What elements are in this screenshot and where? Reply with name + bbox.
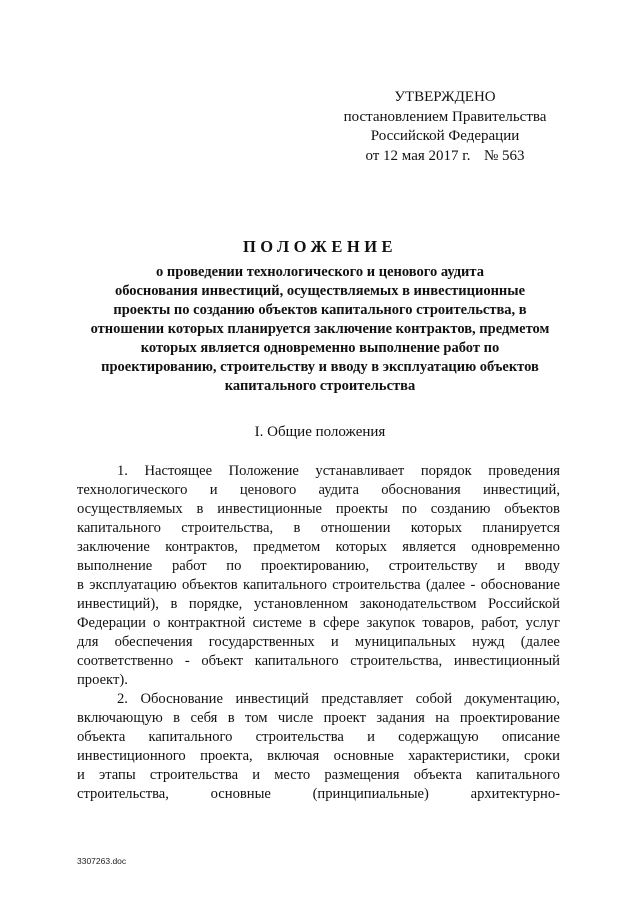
- body-word: основные: [210, 786, 271, 802]
- body-word: проектирование: [459, 710, 560, 726]
- body-word: том: [245, 710, 268, 726]
- body-word: характеристики,: [408, 748, 510, 764]
- body-word: в: [196, 501, 204, 517]
- file-name-footer: 3307263.doc: [77, 856, 127, 866]
- body-line: [77, 652, 560, 671]
- body-word: устанавливает: [315, 463, 405, 479]
- body-word: представляет: [321, 691, 404, 707]
- body-line: [77, 785, 560, 804]
- body-word: и: [77, 767, 85, 783]
- body-word: и: [330, 634, 339, 650]
- body-word: этапы: [98, 767, 136, 783]
- body-word: по: [401, 501, 417, 517]
- body-word: заключение: [77, 539, 150, 555]
- body-word: Федерации: [77, 615, 146, 631]
- body-word: на: [435, 710, 450, 726]
- body-word: включающую: [77, 710, 163, 726]
- body-word: строительства: [149, 767, 239, 783]
- body-line: [77, 671, 560, 690]
- body-word: проведения: [488, 463, 560, 479]
- body-word: размещения: [324, 767, 400, 783]
- body-word: предметом: [253, 539, 321, 555]
- body-word: строительства,: [77, 786, 169, 802]
- body-word: инвестиций: [235, 691, 309, 707]
- body-word: системе: [252, 615, 302, 631]
- body-word: в: [309, 615, 316, 631]
- body-word: муниципальных: [354, 634, 456, 650]
- body-word: капитального: [476, 767, 560, 783]
- body-word: проектированию,: [261, 558, 370, 574]
- body-word: обоснование: [480, 577, 560, 593]
- body-word: созданию: [430, 501, 491, 517]
- body-word: инвестиционного: [77, 748, 186, 764]
- body-word: проекты: [335, 501, 388, 517]
- body-word: порядке,: [188, 596, 243, 612]
- section-heading: I. Общие положения: [254, 424, 386, 440]
- body-word: место: [274, 767, 311, 783]
- body-word: для: [77, 634, 99, 650]
- approval-block: [330, 88, 560, 166]
- approval-line-2: Российской Федерации: [370, 128, 520, 144]
- body-word: объекта: [77, 729, 126, 745]
- subtitle-line: о проведении технологического и ценового аудита: [156, 264, 484, 280]
- body-word: нужд: [472, 634, 505, 650]
- body-word: строительства,: [181, 520, 274, 536]
- body-word: (далее: [520, 634, 560, 650]
- body-line: [77, 462, 560, 481]
- approval-date-line: [330, 147, 560, 167]
- body-word: сфере: [323, 615, 360, 631]
- body-word: сроки: [524, 748, 560, 764]
- body-word: строительства: [332, 577, 421, 593]
- approval-number-sign: №: [483, 147, 499, 164]
- body-line: [77, 519, 560, 538]
- body-word: вводу: [524, 558, 560, 574]
- body-word: является: [402, 539, 456, 555]
- body-word: -: [470, 577, 476, 593]
- approval-date: от 12 мая 2017 г.: [365, 147, 471, 164]
- body-word: основные: [333, 748, 394, 764]
- body-word: (принципиальные): [312, 786, 429, 802]
- body-word: планируется: [482, 520, 560, 536]
- body-word: -: [184, 653, 190, 669]
- subtitle-line: которых является одновременно выполнение работ по: [140, 340, 500, 356]
- approval-number: 563: [502, 147, 525, 164]
- body-line: [77, 481, 560, 500]
- body-line: [77, 614, 560, 633]
- body-word: себя: [190, 710, 218, 726]
- body-word: обеспечения: [114, 634, 193, 650]
- body-word: строительства,: [350, 653, 443, 669]
- body-word: отношении: [320, 520, 391, 536]
- subtitle-line: отношении которых планируется заключение контрактов, предметом: [90, 321, 550, 337]
- body-word: порядок: [420, 463, 472, 479]
- body-word: эксплуатацию: [89, 577, 177, 593]
- subtitle-line: капитального строительства: [224, 378, 416, 394]
- body-word: которых: [335, 539, 387, 555]
- body-word: установленном: [253, 596, 349, 612]
- body-word: (далее: [425, 577, 466, 593]
- body-word: Обоснование: [140, 691, 223, 707]
- document-subtitle: [70, 263, 570, 396]
- body-line: [77, 690, 560, 709]
- body-word: строительству: [388, 558, 478, 574]
- body-word: по: [226, 558, 242, 574]
- body-word: проекта,: [200, 748, 253, 764]
- body-word: соответственно: [77, 653, 174, 669]
- body-word: числе: [277, 710, 314, 726]
- body-word: инвестиций,: [482, 482, 560, 498]
- body-word: 2.: [117, 691, 128, 707]
- body-word: объект: [201, 653, 244, 669]
- body-word: в: [173, 710, 181, 726]
- body-line: [77, 766, 560, 785]
- body-word: технологического: [77, 482, 188, 498]
- body-word: капитального: [148, 729, 233, 745]
- body-word: контрактов,: [165, 539, 238, 555]
- body-word: ценового: [239, 482, 297, 498]
- body-word: которых: [410, 520, 463, 536]
- body-word: в: [170, 596, 178, 612]
- body-word: содержащую: [398, 729, 479, 745]
- body-word: осуществляемых: [77, 501, 183, 517]
- body-word: проект).: [77, 672, 128, 688]
- body-word: капитального: [77, 520, 161, 536]
- body-word: включая: [267, 748, 320, 764]
- body-word: государственных: [208, 634, 315, 650]
- body-line: [77, 633, 560, 652]
- body-word: строительства: [255, 729, 344, 745]
- body-word: инвестиционные: [217, 501, 323, 517]
- body-word: и: [209, 482, 218, 498]
- body-word: собой: [415, 691, 453, 707]
- body-word: капитального: [254, 653, 339, 669]
- body-word: объектов: [504, 501, 560, 517]
- body-word: Положение: [228, 463, 299, 479]
- body-line: [77, 576, 560, 595]
- body-word: товаров,: [422, 615, 475, 631]
- approval-word: УТВЕРЖДЕНО: [394, 89, 496, 105]
- body-word: объекта: [413, 767, 462, 783]
- body-word: и: [252, 767, 261, 783]
- body-word: инвестиций),: [77, 596, 159, 612]
- body-word: одновременно: [471, 539, 560, 555]
- body-text: [77, 462, 560, 804]
- body-word: контрактной: [167, 615, 246, 631]
- body-word: документацию,: [464, 691, 560, 707]
- body-line: [77, 557, 560, 576]
- body-word: аудита: [318, 482, 359, 498]
- body-word: капитального: [243, 577, 327, 593]
- body-word: Настоящее: [144, 463, 213, 479]
- body-word: обоснования: [381, 482, 461, 498]
- body-line: [77, 500, 560, 519]
- body-word: услуг: [525, 615, 560, 631]
- document-title: ПОЛОЖЕНИЕ: [242, 237, 398, 256]
- body-word: и: [497, 558, 506, 574]
- body-word: в: [227, 710, 235, 726]
- body-word: задания: [376, 710, 425, 726]
- body-word: описание: [501, 729, 560, 745]
- body-line: [77, 709, 560, 728]
- body-line: [77, 728, 560, 747]
- subtitle-line: обоснования инвестиций, осуществляемых в инвестиционные: [114, 283, 526, 299]
- subtitle-line: проекты по созданию объектов капитального строительства, в: [113, 302, 527, 318]
- approval-line-1: постановлением Правительства: [343, 108, 547, 125]
- body-word: работ: [171, 558, 207, 574]
- body-word: выполнение: [77, 558, 153, 574]
- body-word: законодательством: [359, 596, 477, 612]
- body-word: и: [367, 729, 375, 745]
- body-word: объектов: [181, 577, 238, 593]
- body-word: проект: [323, 710, 366, 726]
- body-word: архитектурно-: [470, 786, 560, 802]
- body-word: инвестиционный: [453, 653, 560, 669]
- body-word: работ,: [481, 615, 519, 631]
- body-word: закупок: [366, 615, 416, 631]
- body-line: [77, 747, 560, 766]
- body-word: 1.: [117, 463, 128, 479]
- subtitle-line: проектированию, строительству и вводу в эксплуатацию объектов: [101, 359, 539, 375]
- body-word: в: [293, 520, 301, 536]
- body-word: о: [153, 615, 161, 631]
- body-word: в: [77, 577, 84, 593]
- body-word: Российской: [488, 596, 560, 612]
- body-line: [77, 595, 560, 614]
- body-line: [77, 538, 560, 557]
